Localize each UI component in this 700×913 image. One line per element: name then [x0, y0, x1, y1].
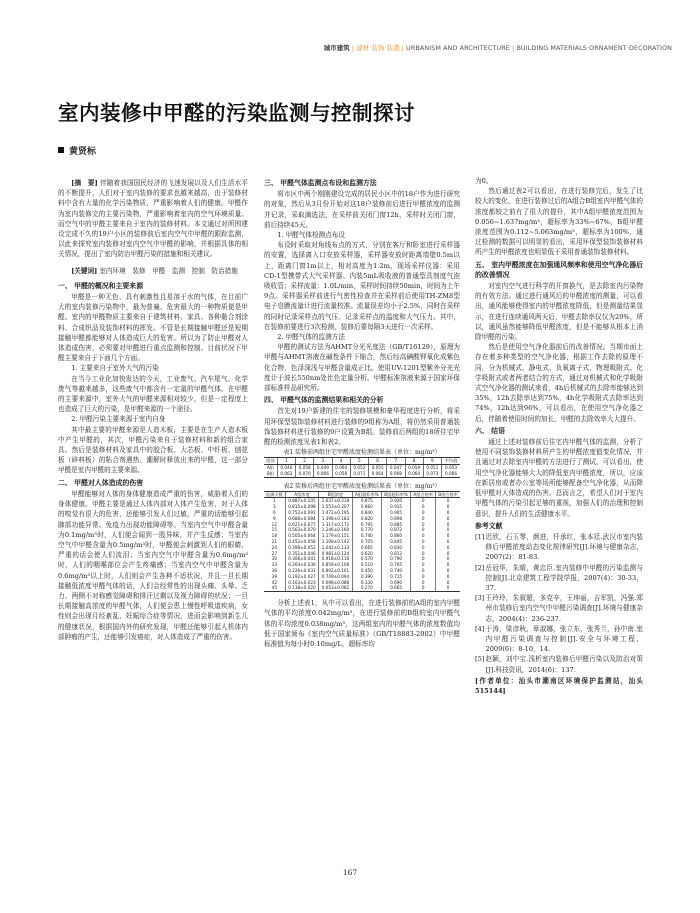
table-2: [264, 491, 460, 593]
paragraph: 甲醛能够对人体的身体健康造成严重的伤害，威胁着人们的身体健康。甲醛主要是通过人体内部对人体产生危害，对于人体的嗅觉有很大的危害，还能够引发人们过敏，严重的话能够引起肺部功能异常、免疫力出现功能障碍等。当室内空气中甲醛含量为0.1mg/m³时，人们便会闻到一股异味，并产生反感；当室内空气中甲醛含量为0.5mg/m³时，甲醛便会刺激到人们的眼睛，严重的话会使人们流泪；当室内空气中甲醛含量为0.6mg/m³时，人们的咽喉部位会产生疼痛感；当室内空气中甲醛含量为0.6mg/m³以上时，人们则会产生各种不适状况，并且一旦长期接触低浓度甲醛气体的话，人们会经常性的出现头痛、头晕、乏力、两侧不对称感觉障碍和排汗过剩以及视力障碍的状况；一旦长期接触高浓度的甲醛气体，人们便会患上慢性呼吸道疾病，女性则会出现月经紊乱、妊娠综合症等情况，进而会影响到新生儿的健康状况，根据国内外的研究发现，甲醛还能够引起人机体内部肿瘤的产生，还能够引发癌症，对人体造成了严重的伤害。: [58, 489, 248, 641]
table-header-cell: 组别: [264, 458, 277, 465]
table-cell: 1: [273, 498, 276, 504]
table-cell: 0.070: [296, 471, 314, 477]
table-cell: 0.840: [352, 510, 381, 516]
abstract-text: 伴随着我国国民经济的飞速发展以及人们生活水平的不断提升，人们对于室内装修的要求也越来越高，由于装修材料中含有大量的化学污染物质，严重影响着人们的健康。甲醛作为室内装修完的主要污染物，严重影响着室内的空气环境质量。而空气中的甲醛主要来自于室内的装修材料。本文通过对所围建设完成不久的19户小区的装修前后室内空气中甲醛的跟踪监测，以此来探究室内装修对室内空气中甲醛的影响，并根据具体的相关情况，提出了室内防治甲醛污染的措施和相关建议。: [58, 179, 248, 259]
reference-number: [1]: [475, 532, 485, 541]
table-cell: 0.510: [352, 562, 381, 568]
table-header-cell: 2: [296, 458, 314, 465]
table-cell: 1.042±0.133: [319, 545, 353, 551]
keywords-label: [关键词]: [71, 266, 98, 275]
table-cell: 0: [411, 533, 436, 539]
reference-item: [475, 654, 643, 674]
paragraph: 甲醛是一种无色、具有刺激性且易溶于水的气体，在目前广大的室内装修污染物中，最为普遍、危害最大的一种物质便是甲醛。室内的甲醛物质主要来自于建筑材料、家具、各种黏合剂涂料、合成织品及装饰材料的挥发。不管是长期接触甲醛还是短期接触甲醛都能够对人体造成巨大的危害。所以为了防止甲醛对人体造成伤害，必须要对甲醛进行重点监测和控制。目前状况下甲醛主要来自于下面几个方面。: [58, 293, 248, 363]
table-cell: 0.812: [381, 551, 410, 557]
table-header-cell: B组合格率: [436, 491, 460, 498]
table-cell: 0.264±0.036: [285, 562, 319, 568]
table-cell: 0.450: [352, 568, 381, 574]
paragraph: 为0。: [475, 177, 493, 185]
table-cell: 0.653±0.082: [319, 585, 353, 591]
table-cell: B组: [264, 471, 277, 477]
paragraph: 其中最主要的甲醛来源是人造木板，主要是在生产人造木板中产生甲醛的，其次，甲醛污染来自于装修材料和新的组合家具。然后是装修材料及家具中的胶合板、大芯板、中纤板、刨花板（碎料板）的粘合剂遇热、潮解时释放出来的甲醛，这一部分甲醛是室内甲醛的主要来源。: [58, 425, 248, 475]
table-header-cell: 7: [387, 458, 405, 465]
table-cell: 0: [411, 545, 436, 551]
table-header-cell: A组超标率%: [352, 491, 381, 498]
table-cell: 0: [436, 522, 460, 528]
table-cell: 0: [411, 585, 436, 591]
table-cell: 0: [411, 522, 436, 528]
table-1: [264, 457, 460, 477]
reference-text: 迟欣，石玉琴，颜进，仟承红，张本廷.武汉市室内装修后甲醛浓度动态变化规律研究[J].环境与健康杂志，2007(2)：81-83.: [485, 532, 643, 562]
table-cell: 0.859±0.108: [319, 562, 353, 568]
header-separator: |: [399, 44, 407, 52]
table-cell: 0: [436, 539, 460, 545]
table-cell: 0.062: [277, 471, 295, 477]
reference-number: [3]: [475, 594, 485, 603]
table-header-cell: B组浓度: [319, 491, 353, 498]
table-header-cell: A组合格率: [411, 491, 436, 498]
column-3: [475, 176, 643, 696]
table-cell: 0.740: [381, 568, 410, 574]
table-cell: 0.820: [352, 516, 381, 522]
table-cell: 0: [436, 516, 460, 522]
table-cell: 0.059: [405, 465, 423, 471]
reference-number: [2]: [475, 563, 485, 572]
table-cell: A组: [266, 465, 274, 471]
table-cell: 0.981±0.124: [319, 551, 353, 557]
table-header-cell: A组浓度: [285, 491, 319, 498]
table-cell: 0.064: [369, 471, 387, 477]
table-cell: 6: [273, 510, 276, 516]
table-cell: 30: [271, 556, 277, 562]
reference-text: 于涛，梁彦秋，章淑娜，张立东，张秀兰，孙中南.室内甲醛污染调查与控制[J].安全与环境工程，2009(6)：8-10，14.: [485, 624, 643, 654]
table-cell: 0.071: [350, 471, 368, 477]
table-header-cell: 9: [423, 458, 441, 465]
table-cell: 0.802±0.101: [319, 568, 353, 574]
table-cell: 0.905: [381, 510, 410, 516]
table-cell: 0.068: [387, 471, 405, 477]
table-cell: 0.887±0.105: [285, 498, 319, 504]
table-cell: 18: [271, 533, 277, 539]
table-cell: 33: [271, 562, 277, 568]
table-cell: 0.051: [423, 465, 441, 471]
table-cell: 0.815±0.098: [285, 504, 319, 510]
table-header-cell: 监测天数: [264, 491, 285, 498]
table-cell: 0.740: [352, 533, 381, 539]
column-1-body: [58, 281, 248, 642]
section-heading: 四、 甲醛气体的监测结果和相关的分析: [264, 396, 384, 405]
table-cell: 1.179±0.151: [319, 533, 353, 539]
paragraph: 首先对19户新建的住宅的装修规模和豪华程度进行分析，将采用环保型装饰装修材料进行装修的9组称为A组，将仍然采用普通装饰装修材料进行装修的9户设置为B组。装修前后两组的18所住宅甲醛的检测浓度见表1和表2。: [264, 407, 460, 447]
table-cell: 0.055: [369, 465, 387, 471]
table-cell: 0.795: [352, 522, 381, 528]
table-cell: 0: [411, 527, 436, 533]
table-cell: 1.553±0.207: [319, 504, 353, 510]
table-cell: 21: [271, 539, 277, 545]
abstract-label: [摘 要]: [71, 179, 98, 187]
table-cell: 0.226±0.031: [285, 568, 319, 574]
table-cell: 3: [273, 504, 276, 510]
table-cell: 0.058: [332, 471, 350, 477]
table-cell: 0: [436, 504, 460, 510]
table-cell: 0.885: [381, 522, 410, 528]
table-cell: 0: [411, 568, 436, 574]
table-cell: 0.058: [296, 465, 314, 471]
section-heading: 五、 室内甲醛浓度在加强通风频率和使用空气净化器后的改善情况: [475, 260, 643, 279]
paragraph: 在当今工业化加快发达的今天，工业废气、汽车尾气、化学废气等越来越多，这些废气中都含有一定量的甲醛气体。在甲醛的主要来源中，室外大气的甲醛来源相对较少，但是一定程度上也造成了巨大的污染，是甲醛来源的一个途径。: [58, 374, 248, 414]
table-cell: 0: [411, 556, 436, 562]
table-cell: 0.765: [381, 562, 410, 568]
table-header-cell: 3: [314, 458, 332, 465]
table-cell: 0.060: [332, 465, 350, 471]
table-cell: 0.066: [314, 471, 332, 477]
table-cell: 0.830: [381, 545, 410, 551]
table-cell: 0.390: [352, 574, 381, 580]
table-cell: 0: [411, 562, 436, 568]
table-cell: 0: [411, 510, 436, 516]
table-cell: 0.752±0.091: [285, 510, 319, 516]
abstract: [58, 178, 248, 260]
table-cell: 0: [436, 585, 460, 591]
paragraph: 对室内空气进行科学的开窗换气，是去除室内污染物的有效方法。通过进行通风后的甲醛浓度的测量，可以看出，通风能够使得室内的甲醛浓度降低，但是测量结果显示，在进行连续通风两天后，甲醛去除率仅仅为20%，所以，通风虽然能够降低甲醛浓度，但是不能够从根本上消除甲醛的污染。: [475, 282, 643, 342]
table-cell: 0: [436, 580, 460, 586]
references-list: [475, 532, 643, 675]
paragraph: 分析上述表1，从中可以看出，在进行装修前的A组的室内甲醛气体的平均浓度0.042mg/m³，在进行装修前的B组的室内甲醛气体的平均浓度0.038mg/m³，这两组室内的甲醛气体的浓度数值均低于国家颁布《室内空气质量标准》（GB/T18883-2002）中甲醛标准值为每小时0.10mg/L，超标率均: [264, 599, 460, 649]
table-cell: 0.705: [352, 539, 381, 545]
paragraph: 通过上述对装修前后住宅内甲醛气体的监测，分析了使用不同装饰装修材料所产生的甲醛浓度值变化情况，并且通过对去除室内甲醛的方法进行了测试，可以看出，使用空气净化器能够大大的降低室内甲醛浓度，所以，应该在新居房或者办公室等场所能够配备空气净化器，从而降低甲醛对人体造成的伤害。总而言之，希望人们对于室内甲醛气体的污染引起足够的重视，加强人们的治理和控制意识，提升人们的生活健康水平。: [475, 438, 643, 518]
running-header: [324, 43, 672, 52]
reference-item: [475, 624, 643, 655]
section-heading: 六、 结语: [475, 426, 505, 435]
table-cell: 0: [411, 504, 436, 510]
section-heading: 二、 甲醛对人体造成的伤害: [58, 478, 144, 487]
author-affiliation: [475, 676, 643, 696]
table-cell: 0.688±0.084: [285, 516, 319, 522]
table-header-cell: 1: [277, 458, 295, 465]
table-header-cell: 4: [332, 458, 350, 465]
column-2-bottom: [264, 598, 460, 649]
table-header-cell: B组超标率%: [381, 491, 410, 498]
subsection-heading: 2. 甲醛气体的监测方法: [277, 333, 345, 342]
table-cell: 0.915: [381, 504, 410, 510]
reference-item: [475, 593, 643, 624]
table-cell: 39: [271, 573, 277, 579]
table-cell: 0.665: [381, 585, 410, 591]
table-cell: 0.920: [381, 498, 410, 504]
table-cell: 0.570: [352, 556, 381, 562]
table-cell: 0: [436, 533, 460, 539]
table-header-cell: 5: [350, 458, 368, 465]
table-cell: 36: [271, 568, 277, 574]
header-separator: |: [509, 44, 517, 52]
table-cell: 0: [436, 574, 460, 580]
header-separator: |: [349, 44, 357, 52]
table-cell: 27: [271, 550, 277, 556]
table-cell: 0.052: [350, 465, 368, 471]
table-cell: 0.790: [381, 556, 410, 562]
paragraph: 甲醛的测试方法为AHMT分光光度法（GB/T16129），原理为甲醛与AHMT溶液在碱性条件下缩合，然后经高碘酸钾氧化成紫色化合物，色泽深浅与甲醛含量成正比。使用UV-1201型紫外分光光度计于波长550nm处比色定量分析。甲醛标准溶液来源于国家环保部标准样品研究所。: [264, 343, 460, 393]
table-cell: 0.621±0.077: [285, 522, 319, 528]
table-cell: 0.770: [352, 527, 381, 533]
table-2-caption: 表2 装修后两组住宅甲醛浓度检测结果表（单位：mg/m³）: [283, 482, 441, 490]
table-cell: 9: [273, 515, 276, 521]
table-cell: 0: [411, 551, 436, 557]
table-cell: 0.698±0.088: [319, 580, 353, 586]
column-name-cn: 建材·装饰·装潢: [356, 44, 400, 52]
table-cell: 0.053: [442, 465, 461, 471]
table-cell: 0: [436, 545, 460, 551]
table-cell: 1.472±0.195: [319, 510, 353, 516]
author-affiliation-label: [作者单位：: [475, 676, 519, 685]
journal-name-en: URBANISM AND ARCHITECTURE: [406, 44, 510, 52]
subsection-heading: 2. 甲醛污染主要来源于室内自身: [71, 415, 166, 424]
table-cell: 0.665: [352, 545, 381, 551]
table-cell: 0.860: [381, 533, 410, 539]
author-name: 黄贤标: [69, 147, 97, 157]
table-cell: 0: [411, 574, 436, 580]
column-3-body: [475, 176, 643, 531]
table-cell: 0.066: [442, 471, 461, 477]
paragraph: 然后通过表2可以看出，在进行装修完后，发生了比较大的变化，在进行装修过后的A组合B组室内甲醛气体的浓度都较之前有了很大的提升，其中A组甲醛浓度范围为0.056~1.637mg/m³，超标率为33%~67%，B组甲醛浓度范围为0.112~5.063mg/m³，超标率为100%，通过检测的数据可以明显的看出，采用环保型装饰装修材料所产生的甲醛浓度也明显低于采用普通装饰装修材料。: [475, 187, 643, 257]
table-cell: 1.317±0.172: [319, 522, 353, 528]
table-cell: 0.860: [352, 504, 381, 510]
table-cell: 0.690: [381, 580, 410, 586]
table-cell: 0: [436, 556, 460, 562]
author-square-icon: [58, 147, 64, 153]
table-cell: 0: [436, 551, 460, 557]
table-cell: 0.192±0.027: [285, 574, 319, 580]
table-cell: 0.049: [314, 465, 332, 471]
paragraph: 布设时采取对角线布点的方式，分别在客厅和卧室进行采样器的安置，选择离入口安放采样器，采样器安放时距离墙壁0.5m以上，距离门窗1m以上，相对高度为1.2m，现场采样仪器：采用CD-1型携带式大气采样器、内装5mL吸收液的普通型具刻度气泡吸收管；采样流量：1.0L/min，采样时间持续50min，时间为上午9点。采样器采样前进行气密性检查并在采样前后使用TH-ZM8型电子皂膜流量计进行流量校准。流量误差均小于2.5%，同时在采样的同时记录采样点的气压、记录采样点的温度和大气压力。其中，在装修前要进行3次检测，装修后要每隔3天进行一次采样。: [264, 241, 460, 331]
table-cell: 0.918±0.116: [319, 556, 353, 562]
table-row: [264, 585, 460, 591]
author-line: [58, 144, 96, 157]
table-header-cell: 6: [369, 458, 387, 465]
table-cell: 1.398±0.183: [319, 516, 353, 522]
reference-item: [475, 532, 643, 563]
reference-item: [475, 563, 643, 594]
column-1: [58, 178, 248, 642]
paragraph: 将市区中两个刚刚建设完成的居民小区中的18户作为进行研究的对象，然后从3月份开始对这18户装修前后进行甲醛浓度的监测并记录，采取滴选法，在采样前关闭门窗12h，采样时关闭门窗，前后持续45天。: [264, 190, 460, 229]
table-cell: 0: [436, 498, 460, 504]
table-cell: 0.047: [387, 465, 405, 471]
subsection-heading: 1. 主要来自于室外大气的污染: [71, 364, 159, 373]
table-cell: 0: [411, 580, 436, 586]
table-cell: 0.872: [381, 527, 410, 533]
column-2-top: [264, 178, 460, 447]
table-cell: 0.715: [381, 574, 410, 580]
table-cell: 0.398±0.052: [285, 545, 319, 551]
article-title: 室内装修中甲醛的污染监测与控制探讨: [58, 101, 415, 125]
table-row: [264, 471, 460, 477]
table-cell: 1.246±0.160: [319, 527, 353, 533]
reference-text: 王玲玲，朱叙超，多克辛，王坤丽，吉军凯，冯强.郑州市装修后室内空气中甲醛污染调查[J].环境与健康杂志，2004(4)：236-237.: [485, 594, 643, 623]
table-cell: 0.060: [405, 471, 423, 477]
table-cell: 0: [411, 539, 436, 545]
table-cell: 24: [271, 544, 277, 550]
table-cell: 0: [411, 498, 436, 504]
table-cell: 45: [264, 585, 285, 591]
table-cell: 0.749±0.094: [319, 574, 353, 580]
author-affiliation-text: 汕头市潮南区环境保护监测站，汕头515144]: [475, 676, 644, 695]
section-heading: 一、 甲醛的概况和主要来源: [58, 281, 144, 290]
subsection-heading: 1. 甲醛气体检测点布设: [277, 231, 345, 240]
table-cell: 42: [271, 579, 277, 585]
table-cell: 0.306±0.041: [285, 556, 319, 562]
section-heading: 三、 甲醛气体监测点布设和监测方法: [264, 179, 377, 187]
table-cell: 0.073: [423, 471, 441, 477]
table-cell: 0.452±0.058: [285, 539, 319, 545]
table-cell: 0.505±0.064: [285, 533, 319, 539]
table-cell: 0: [436, 568, 460, 574]
table-header-cell: 8: [405, 458, 423, 465]
table-cell: 0.163±0.023: [285, 580, 319, 586]
table-cell: 0.875: [352, 498, 381, 504]
reference-number: [4]: [475, 624, 485, 633]
paragraph: 然后是使用空气净化器前后的改善情况。当期市面上存在着多种类型的空气净化器，根据工作去除的原理不同，分为机械式、静电式、负氧离子式、物理吸附式、化学吸附式或者两者结合的方式，通过对机械式和化学吸附式空气净化器的测试来看，4h后机械式的去除率能够达到35%，12h去除率达到75%，4h化学吸附式去除率达到74%，12h达到96%，可以看出，在使用空气净化器之后，伴随着使用时间的加长，甲醛的去除效率大大提升。: [475, 343, 643, 423]
table-cell: 0.563±0.070: [285, 527, 319, 533]
keywords: [58, 266, 248, 276]
column-2: [264, 176, 460, 649]
table-cell: 1.108±0.142: [319, 539, 353, 545]
reference-text: 赵颖，刘中宝.浅析室内装修后甲醛污染以及防治对策[J].科技资讯，2014(6)：137.: [485, 655, 643, 674]
table-cell: 0: [411, 516, 436, 522]
table-header-cell: 平均值: [442, 458, 461, 465]
table-cell: 15: [271, 527, 277, 533]
table-cell: 0.351±0.046: [285, 551, 319, 557]
reference-number: [5]: [475, 655, 485, 664]
table-cell: 0.330: [352, 580, 381, 586]
column-name-en: BUILDING MATERIALS·ORNAMENT·DECORATION: [516, 44, 672, 52]
table-cell: 1.637±0.218: [319, 498, 353, 504]
table-cell: 0: [436, 527, 460, 533]
page-number: 167: [342, 868, 358, 877]
table-1-caption: 表1 装修前两组住宅甲醛浓度检测结果表（单位：mg/m³）: [283, 449, 441, 457]
keywords-text: 室内环境 装修 甲醛 监测 控制 防治措施: [99, 266, 238, 275]
journal-name-cn: 城市建筑: [323, 44, 350, 52]
table-cell: 0.138±0.020: [285, 585, 319, 591]
section-heading: 参考文献: [475, 521, 503, 530]
reference-text: 岳冠华，朱晴，黄忠臣.室内装修中甲醛的污染监测与控制[J].北京建筑工程学院学报，2007(4)：30-33，37.: [485, 563, 643, 592]
table-cell: 0.845: [381, 539, 410, 545]
table-cell: 0.898: [381, 516, 410, 522]
table-cell: 0.270: [352, 585, 381, 591]
table-cell: 0.046: [277, 465, 295, 471]
table-cell: 0: [436, 562, 460, 568]
table-cell: 0: [436, 510, 460, 516]
table-cell: 12: [271, 521, 277, 527]
table-cell: 0.620: [352, 551, 381, 557]
